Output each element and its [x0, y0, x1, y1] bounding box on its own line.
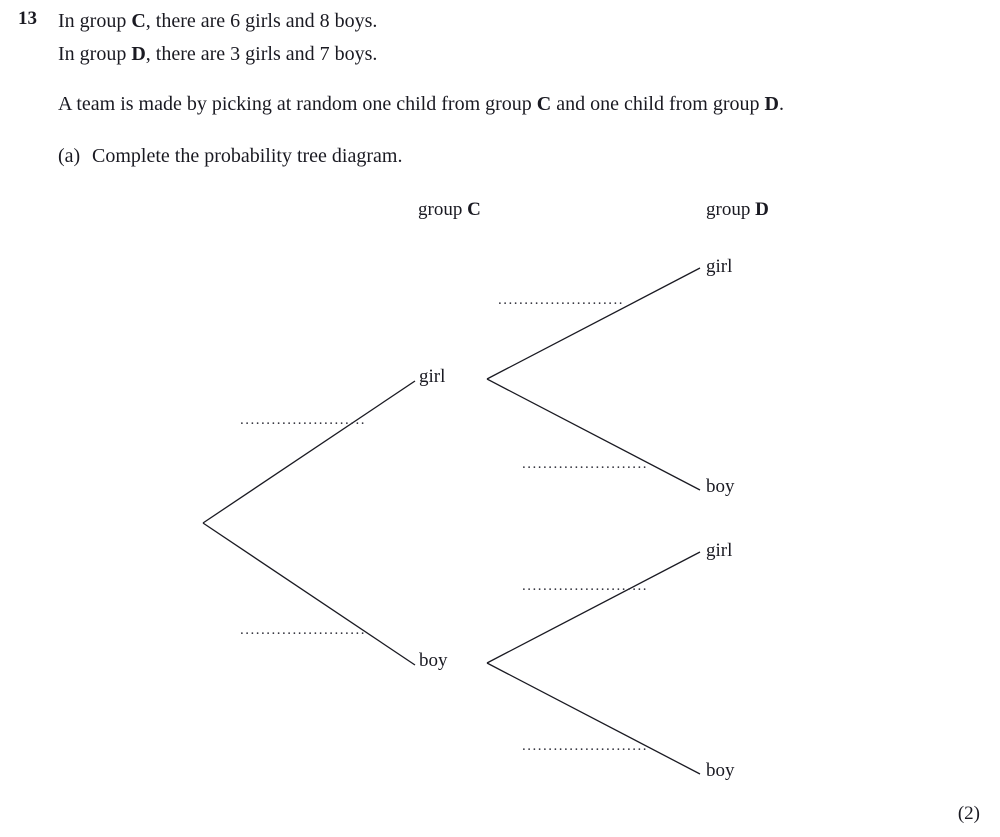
- line2-post: , there are 3 girls and 7 boys.: [145, 43, 378, 65]
- branch-d-girl-1: [487, 268, 700, 379]
- part-a-line: [58, 143, 402, 169]
- node-d-girl-1: girl: [706, 256, 733, 277]
- header-right-bold: D: [755, 199, 769, 220]
- header-left-bold: C: [467, 199, 481, 220]
- line3-post: .: [778, 93, 784, 115]
- node-d-boy-1: boy: [706, 476, 735, 497]
- branch-c-girl: [203, 381, 415, 523]
- blank-d-boy-2[interactable]: ........................: [522, 738, 648, 754]
- node-d-girl-2: girl: [706, 540, 733, 561]
- blank-c-boy[interactable]: ........................: [240, 622, 366, 638]
- line2-group-d: D: [131, 43, 146, 65]
- line3-pre: A team is made by picking at random one child from group: [58, 93, 537, 115]
- node-c-boy: boy: [419, 650, 448, 671]
- branch-d-boy-2: [487, 663, 700, 774]
- tree-header-group-d: [706, 199, 769, 221]
- part-a-text: Complete the probability tree diagram.: [92, 145, 403, 167]
- question-line-2: [58, 41, 377, 67]
- line1-pre: In group: [58, 10, 132, 32]
- line1-post: , there are 6 girls and 8 boys.: [145, 10, 378, 32]
- line3-group-c: C: [536, 93, 552, 115]
- blank-d-girl-2[interactable]: ........................: [522, 578, 648, 594]
- marks-indicator: (2): [957, 803, 980, 824]
- branch-c-boy: [203, 523, 415, 665]
- header-left-pre: group: [418, 199, 468, 220]
- blank-d-girl-1[interactable]: ........................: [498, 292, 624, 308]
- line3-group-d: D: [764, 93, 779, 115]
- part-a-label: (a): [58, 145, 81, 167]
- question-line-3: [58, 91, 784, 117]
- question-number: 13: [18, 8, 37, 29]
- branch-d-girl-2: [487, 552, 700, 663]
- blank-d-boy-1[interactable]: ........................: [522, 456, 648, 472]
- header-right-pre: group: [706, 199, 756, 220]
- line2-pre: In group: [58, 43, 132, 65]
- line1-group-c: C: [131, 10, 146, 32]
- branch-d-boy-1: [487, 379, 700, 490]
- node-c-girl: girl: [419, 366, 446, 387]
- blank-c-girl[interactable]: ........................: [240, 412, 366, 428]
- line3-mid: and one child from group: [551, 93, 765, 115]
- node-d-boy-2: boy: [706, 760, 735, 781]
- question-line-1: [58, 8, 377, 34]
- tree-header-group-c: [418, 199, 481, 221]
